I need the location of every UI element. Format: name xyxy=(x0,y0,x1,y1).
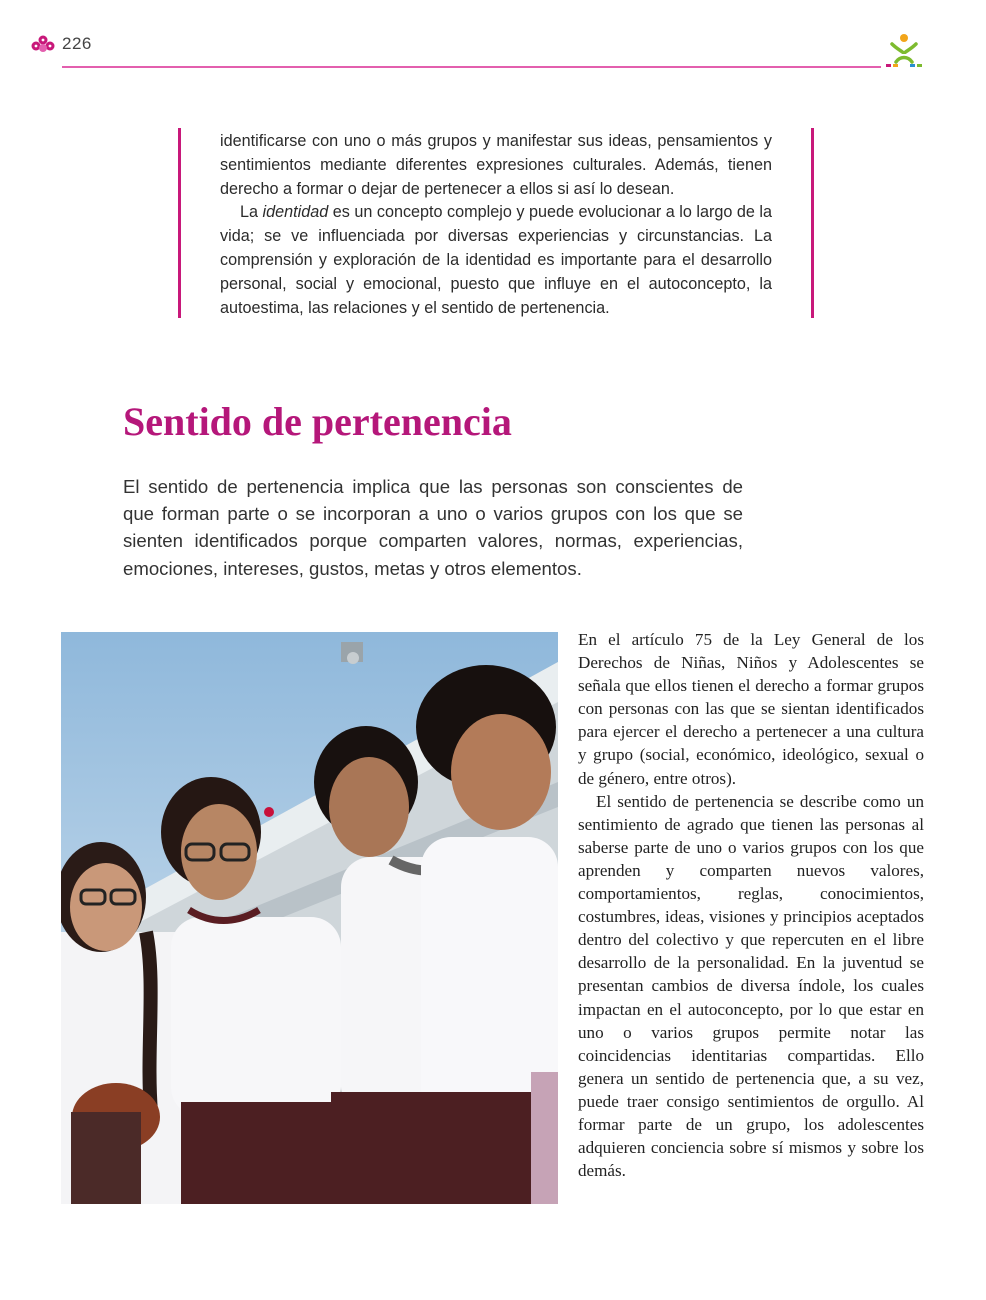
flower-cluster-icon xyxy=(30,34,56,54)
sidebar-text xyxy=(220,130,772,320)
body-text-column xyxy=(578,628,924,1182)
body-paragraph-2: El sentido de pertenencia se describe como un sentimiento de agrado que tienen las personas al saberse parte de uno o varios grupos con los que aprenden y comparten nuevos valores, comportamientos, reglas, conocimientos, costumbres, ideas, visiones y principios aceptados dentro del colectivo y que repercuten en el libre desarrollo de la personalidad. En la juventud se presentan cambios de diversa índole, los cuales impactan en el autoconcepto, por lo que estar en uno o varios grupos permite notar las coincidencias identitarias compartidas. Ello genera un sentido de pertenencia que, a su vez, puede traer consigo sentimientos de orgullo. Al formar parte de un grupo, los adolescentes adquieren conciencia sobre sí mismos y sobre los demás. xyxy=(578,791,924,1181)
sidebar-left-bar xyxy=(178,128,181,318)
section-title: Sentido de pertenencia xyxy=(123,399,512,444)
header-rule xyxy=(62,66,881,68)
sidebar-p2-term: identidad xyxy=(262,203,329,222)
sidebar-p2-start: La xyxy=(240,203,263,222)
sidebar-paragraph-1: identificarse con uno o más grupos y manifestar sus ideas, pensamientos y sentimientos mediante diferentes expresiones culturales. Además, tienen derecho a formar o dejar de pertenecer a ellos si así lo desean. xyxy=(220,132,772,198)
section-lead: El sentido de pertenencia implica que las personas son conscientes de que forman parte o se incorporan a uno o varios grupos con los que se sienten identificados porque comparten valores, normas, experiencias, emociones, intereses, gustos, metas y otros elementos. xyxy=(123,476,743,579)
body-paragraph-1: En el artículo 75 de la Ley General de los Derechos de Niñas, Niños y Adolescentes se señala que ellos tienen el derecho a formar grupos con personas con las que se sientan identificados para ejercer el derecho a pertenecer a una cultura y grupo (social, económico, ideológico, sexual o de género, entre otros). xyxy=(578,630,924,788)
sidebar-p2-rest: es un concepto complejo y puede evolucionar a lo largo de la vida; se ve influenciada por diversas experiencias y circunstancias. La comprensión y exploración de la identidad es importante para el desarrollo personal, social y emocional, puesto que influye en el autoconcepto, la autoestima, las relaciones y el sentido de pertenencia. xyxy=(220,203,772,317)
sidebar-right-bar xyxy=(811,128,814,318)
sidebar-paragraph-2 xyxy=(220,201,772,320)
sprout-figure-icon xyxy=(884,32,924,68)
sidebar-box xyxy=(178,128,814,318)
photo-students-group xyxy=(61,632,558,1204)
page-number: 226 xyxy=(62,34,92,53)
